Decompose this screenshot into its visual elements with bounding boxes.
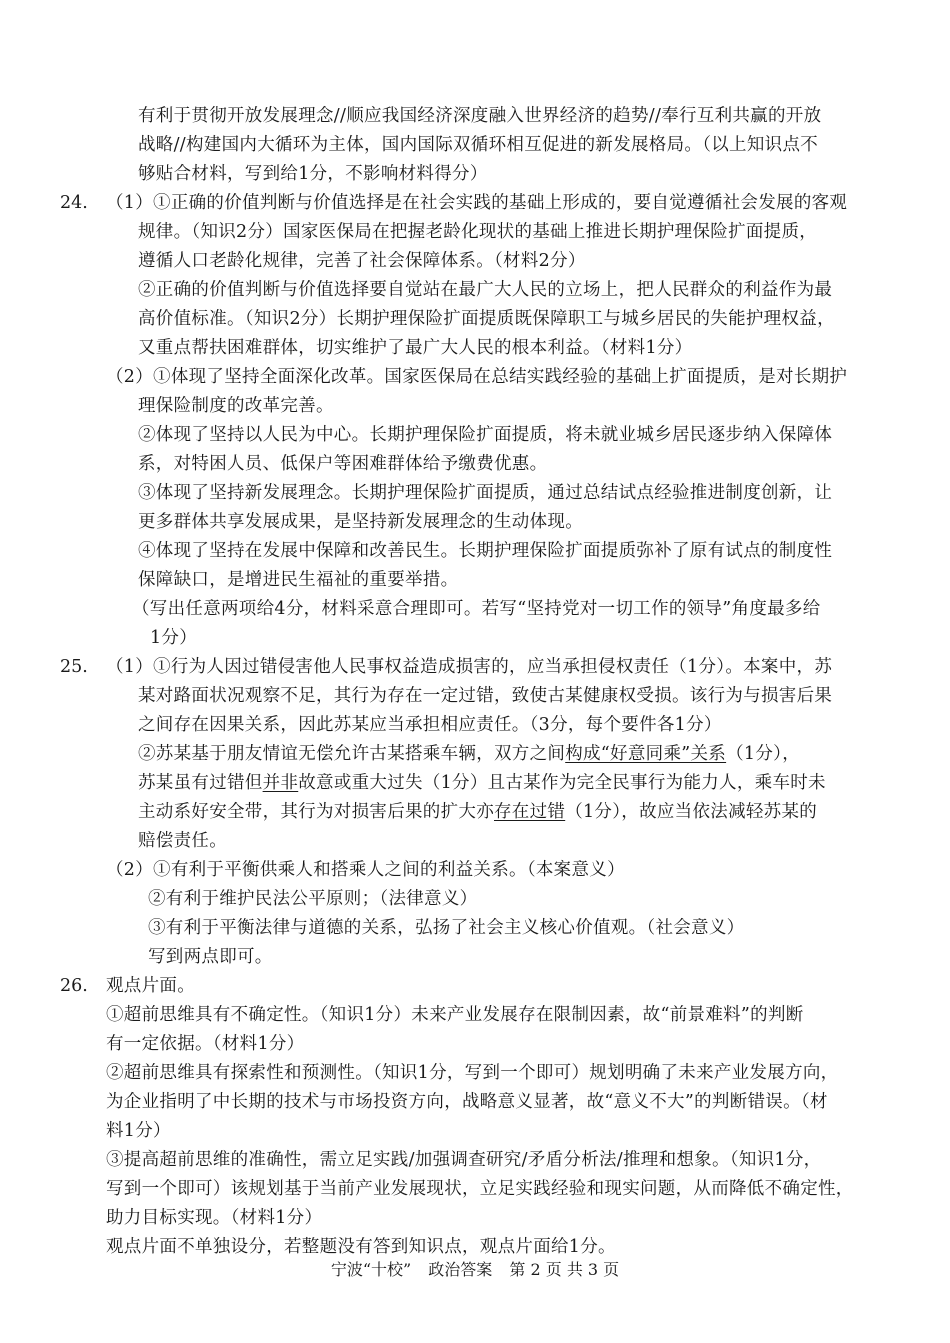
text-line	[138, 800, 817, 824]
underlined-text: 并非	[262, 773, 299, 793]
text-line: （2）①有利于平衡供乘人和搭乘人之间的利益关系。（本案意义）	[106, 860, 625, 880]
text-line: 观点片面。	[106, 976, 195, 996]
text-line: 为企业指明了中长期的技术与市场投资方向，战略意义显著，故“意义不大”的判断错误。（材	[106, 1092, 828, 1112]
text-line: ②有利于维护民法公平原则；（法律意义）	[148, 889, 478, 909]
text-line: ③有利于平衡法律与道德的关系，弘扬了社会主义核心价值观。（社会意义）	[148, 918, 745, 938]
text-line: ②正确的价值判断与价值选择要自觉站在最广大人民的立场上，把人民群众的利益作为最	[138, 280, 833, 300]
text-line: （写出任意两项给4分，材料采意合理即可。若写“坚持党对一切工作的领导”角度最多给	[132, 599, 821, 619]
text-line: （2）①体现了坚持全面深化改革。国家医保局在总结实践经验的基础上扩面提质，是对长期护	[106, 367, 848, 387]
text-line: 之间存在因果关系，因此苏某应当承担相应责任。（3分，每个要件各1分）	[138, 715, 722, 735]
text-segment: （1分），故应当依法减轻苏某的	[565, 802, 818, 822]
page-footer	[0, 1259, 950, 1281]
underlined-text: 存在过错	[494, 802, 566, 822]
text-line: ②体现了坚持以人民为中心。长期护理保险扩面提质，将未就业城乡居民逐步纳入保障体	[138, 425, 833, 445]
text-line: 理保险制度的改革完善。	[138, 396, 334, 416]
text-line: ③提高超前思维的准确性，需立足实践/加强调查研究/矛盾分析法/推理和想象。（知识1分，	[106, 1150, 822, 1170]
text-line: 够贴合材料，写到给1分，不影响材料得分）	[138, 164, 488, 184]
text-line: ④体现了坚持在发展中保障和改善民生。长期护理保险扩面提质弥补了原有试点的制度性	[138, 541, 833, 561]
underlined-text: 构成“好意同乘”关系	[565, 744, 727, 764]
text-segment: （1分），	[726, 744, 800, 764]
text-segment: 苏某虽有过错但	[138, 773, 263, 793]
text-segment: 故意或重大过失（1分）且古某作为完全民事行为能力人，乘车时未	[298, 773, 826, 793]
text-line: 保障缺口，是增进民生福祉的重要举措。	[138, 570, 459, 590]
text-line: ②超前思维具有探索性和预测性。（知识1分，写到一个即可）规划明确了未来产业发展方向，	[106, 1063, 839, 1083]
text-segment: 主动系好安全带，其行为对损害后果的扩大亦	[138, 802, 494, 822]
text-line: 又重点帮扶困难群体，切实维护了最广大人民的根本利益。（材料1分）	[138, 338, 693, 358]
text-line: 遵循人口老龄化规律，完善了社会保障体系。（材料2分）	[138, 251, 586, 271]
text-line	[138, 771, 826, 795]
question-number-24: 24.	[60, 193, 88, 213]
text-line	[138, 742, 800, 766]
text-line: ①超前思维具有不确定性。（知识1分）未来产业发展存在限制因素，故“前景难料”的判断	[106, 1005, 804, 1025]
text-line: （1）①正确的价值判断与价值选择是在社会实践的基础上形成的，要自觉遵循社会发展的客观	[106, 193, 848, 213]
text-line: 高价值标准。（知识2分）长期护理保险扩面提质既保障职工与城乡居民的失能护理权益，	[138, 309, 835, 329]
text-line: 有利于贯彻开放发展理念//顺应我国经济深度融入世界经济的趋势//奉行互利共赢的开放	[138, 106, 822, 126]
text-line: 赔偿责任。	[138, 831, 227, 851]
text-line: 写到一个即可）该规划基于当前产业发展现状，立足实践经验和现实问题，从而降低不确定性，	[106, 1179, 854, 1199]
text-line: 观点片面不单独设分，若整题没有答到知识点，观点片面给1分。	[106, 1237, 616, 1257]
footer-page-number: 第 2 页 共 3 页	[509, 1260, 620, 1279]
footer-subject: 政治答案	[428, 1260, 493, 1279]
footer-school: 宁波“十校”	[330, 1260, 412, 1279]
text-line: 规律。（知识2分）国家医保局在把握老龄化现状的基础上推进长期护理保险扩面提质，	[138, 222, 818, 242]
text-line: 料1分）	[106, 1121, 171, 1141]
text-line: 有一定依据。（材料1分）	[106, 1034, 305, 1054]
text-line: 某对路面状况观察不足，其行为存在一定过错，致使古某健康权受损。该行为与损害后果	[138, 686, 833, 706]
question-number-26: 26.	[60, 976, 88, 996]
question-number-25: 25.	[60, 657, 88, 677]
text-line: 1分）	[150, 628, 198, 648]
text-line: 助力目标实现。（材料1分）	[106, 1208, 323, 1228]
text-line: 系，对特困人员、低保户等困难群体给予缴费优惠。	[138, 454, 548, 474]
text-line: 战略//构建国内大循环为主体，国内国际双循环相互促进的新发展格局。（以上知识点不	[138, 135, 819, 155]
text-line: ③体现了坚持新发展理念。长期护理保险扩面提质，通过总结试点经验推进制度创新，让	[138, 483, 833, 503]
text-segment: ②苏某基于朋友情谊无偿允许古某搭乘车辆，双方之间	[138, 744, 566, 764]
text-line: 更多群体共享发展成果，是坚持新发展理念的生动体现。	[138, 512, 583, 532]
text-line: （1）①行为人因过错侵害他人民事权益造成损害的，应当承担侵权责任（1分）。本案中，苏	[106, 657, 833, 677]
text-line: 写到两点即可。	[148, 947, 273, 967]
